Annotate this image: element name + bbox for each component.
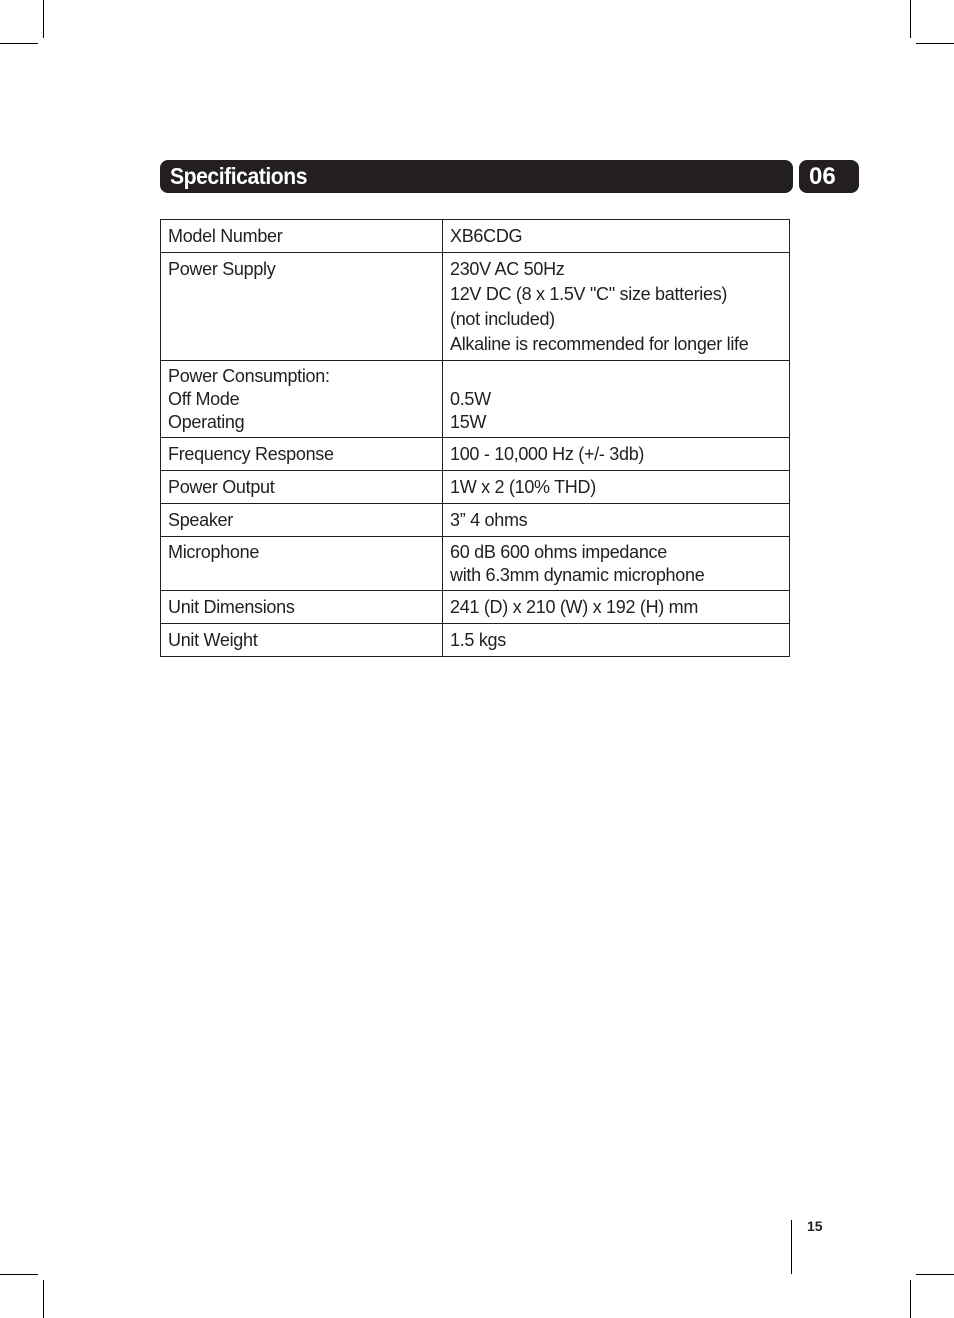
spec-value: 241 (D) x 210 (W) x 192 (H) mm (450, 597, 699, 617)
spec-value: 100 - 10,000 Hz (+/- 3db) (450, 444, 645, 464)
spec-value: 230V AC 50Hz 12V DC (8 x 1.5V "C" size batteries) (not included) Alkaline is recommended for longer life (450, 259, 749, 354)
spec-label: Speaker (168, 510, 233, 530)
spec-label: Power Supply (168, 259, 276, 279)
specifications-table (160, 219, 790, 657)
table-row (161, 361, 790, 438)
table-row (161, 537, 790, 591)
spec-label-cell (161, 438, 443, 471)
crop-mark (0, 1274, 38, 1275)
spec-value: 1.5 kgs (450, 630, 506, 650)
spec-value-cell (443, 253, 790, 361)
spec-label-cell (161, 253, 443, 361)
spec-label-cell (161, 361, 443, 438)
spec-value-cell (443, 471, 790, 504)
crop-mark (910, 1280, 911, 1318)
crop-mark (910, 0, 911, 38)
crop-mark (916, 43, 954, 44)
crop-mark (916, 1274, 954, 1275)
chapter-number-badge: 06 (799, 160, 859, 193)
spec-label-cell (161, 504, 443, 537)
spec-value-cell (443, 220, 790, 253)
crop-mark (43, 0, 44, 38)
crop-mark (43, 1280, 44, 1318)
table-row (161, 253, 790, 361)
spec-label: Unit Dimensions (168, 597, 295, 617)
crop-mark (0, 43, 38, 44)
section-title: Specifications (170, 163, 308, 189)
page-number-rule (791, 1220, 792, 1274)
spec-label: Model Number (168, 226, 283, 246)
spec-label: Frequency Response (168, 444, 334, 464)
spec-value: XB6CDG (450, 226, 523, 246)
spec-label-cell (161, 591, 443, 624)
table-row (161, 504, 790, 537)
table-row (161, 471, 790, 504)
spec-value-cell (443, 624, 790, 657)
spec-value-cell (443, 438, 790, 471)
spec-label: Microphone (168, 542, 260, 562)
spec-label: Power Output (168, 477, 275, 497)
spec-value-cell (443, 361, 790, 438)
table-row (161, 438, 790, 471)
spec-value: 3” 4 ohms (450, 510, 528, 530)
spec-value-cell (443, 504, 790, 537)
spec-label-cell (161, 537, 443, 591)
table-row (161, 220, 790, 253)
spec-value: 0.5W 15W (450, 389, 491, 432)
spec-value: 60 dB 600 ohms impedance with 6.3mm dynamic microphone (450, 542, 705, 585)
table-row (161, 591, 790, 624)
page-number: 15 (807, 1218, 823, 1234)
spec-value-cell (443, 537, 790, 591)
spec-label: Unit Weight (168, 630, 258, 650)
spec-label-cell (161, 624, 443, 657)
spec-value-cell (443, 591, 790, 624)
table-row (161, 624, 790, 657)
section-header-bar (160, 160, 793, 193)
spec-value: 1W x 2 (10% THD) (450, 477, 596, 497)
spec-label-cell (161, 471, 443, 504)
spec-label: Power Consumption: Off Mode Operating (168, 366, 330, 432)
spec-label-cell (161, 220, 443, 253)
